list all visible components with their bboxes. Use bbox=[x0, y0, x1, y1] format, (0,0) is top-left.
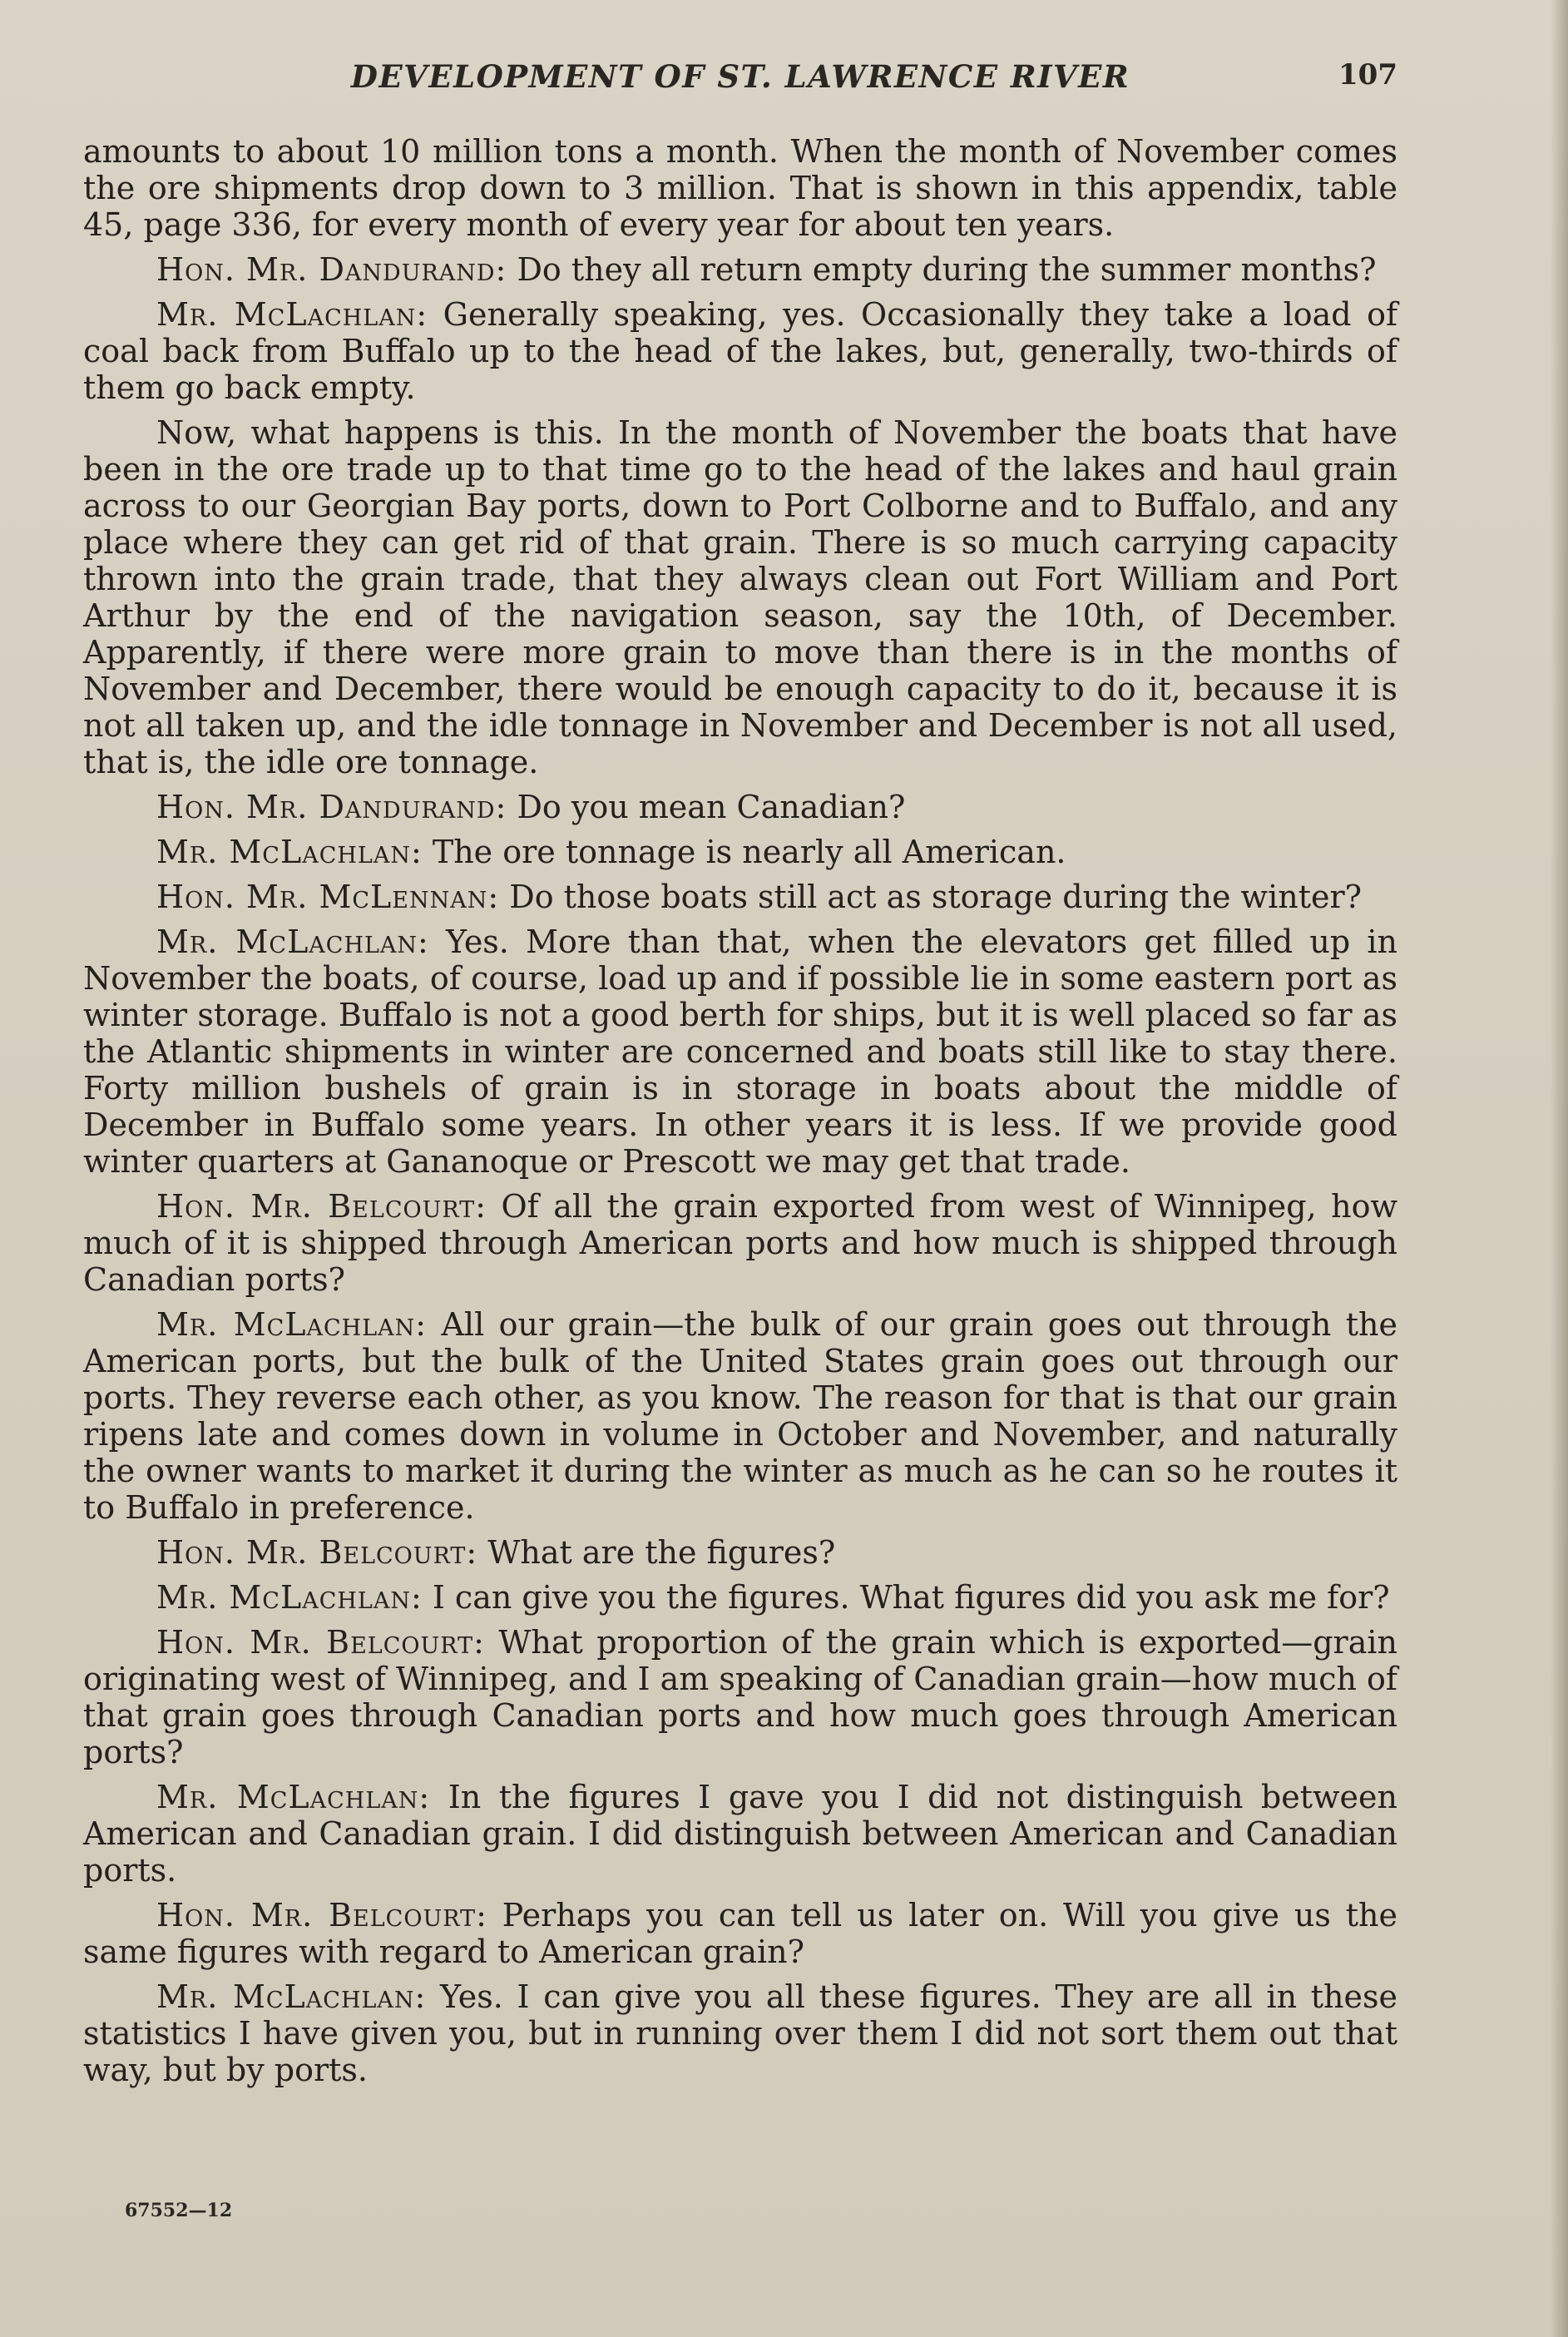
paragraph bbox=[83, 133, 1397, 243]
paragraph-text: Now, what happens is this. In the month of November the boats that have been in the ore trade up to that time go to the head of the lakes and haul grain across to our Georgian Bay ports, down to Port Colborne and to Buffalo, and any place where they can get rid of that grain. There is so much carrying capacity thrown into the grain trade, that they always clean out Fort William and Port Arthur by the end of the navigation season, say the 10th, of December. Apparently, if there were more grain to move than there is in the months of November and December, there would be enough capacity to do it, because it is not all taken up, and the idle tonnage in November and December is not all used, that is, the idle ore tonnage. bbox=[83, 414, 1397, 780]
paragraph-text: Yes. More than that, when the elevators get filled up in November the boats, of course, load up and if possible lie in some eastern port as winter storage. Buffalo is not a good berth for ships, but it is well placed so far as the Atlantic shipments in winter are concerned and boats still like to stay there. Forty million bushels of grain is in storage in boats about the middle of December in Buffalo some years. In other years it is less. If we provide good winter quarters at Gananoque or Prescott we may get that trade. bbox=[83, 923, 1397, 1180]
speaker-label: Hon. Mr. Dandurand: bbox=[156, 789, 507, 825]
paragraph bbox=[83, 1624, 1397, 1770]
speaker-label: Hon. Mr. Belcourt: bbox=[156, 1188, 487, 1225]
paragraph bbox=[83, 923, 1397, 1180]
paragraph bbox=[83, 834, 1397, 870]
paragraph bbox=[83, 1579, 1397, 1616]
page-header bbox=[83, 58, 1397, 108]
paragraph-text: In the figures I gave you I did not distinguish between American and Canadian grain. I did distinguish between American and Canadian ports. bbox=[83, 1779, 1397, 1889]
paragraph-text: Of all the grain exported from west of Winnipeg, how much of it is shipped through American ports and how much is shipped through Canadian ports? bbox=[83, 1188, 1397, 1298]
paragraph-text: What proportion of the grain which is exported—grain originating west of Winnipeg, and I am speaking of Canadian grain—how much of that grain goes through Canadian ports and how much goes through American ports? bbox=[83, 1624, 1397, 1770]
paragraph-text: Do you mean Canadian? bbox=[507, 789, 906, 825]
paragraph bbox=[83, 879, 1397, 915]
speaker-label: Hon. Mr. Dandurand: bbox=[156, 251, 507, 288]
paragraph-text: Do those boats still act as storage during the winter? bbox=[499, 879, 1363, 915]
speaker-label: Mr. McLachlan: bbox=[156, 923, 429, 960]
speaker-label: Hon. Mr. Belcourt: bbox=[156, 1897, 487, 1933]
body-text bbox=[83, 133, 1397, 2097]
speaker-label: Mr. McLachlan: bbox=[156, 1306, 428, 1343]
paragraph bbox=[83, 1534, 1397, 1571]
paragraph-text: What are the figures? bbox=[477, 1534, 836, 1571]
paragraph-text: All our grain—the bulk of our grain goes out through the American ports, but the bulk of the United States grain goes out through our ports. They reverse each other, as you know. The reason for that is that our grain ripens late and comes down in volume in October and November, and naturally the owner wants to market it during the winter as much as he can so he routes it to Buffalo in preference. bbox=[83, 1306, 1397, 1526]
paragraph-text: The ore tonnage is nearly all American. bbox=[422, 834, 1066, 870]
signature-mark: 67552—12 bbox=[125, 2200, 233, 2221]
speaker-label: Hon. Mr. Belcourt: bbox=[156, 1534, 478, 1571]
paragraph bbox=[83, 1779, 1397, 1889]
speaker-label: Hon. Mr. Belcourt: bbox=[156, 1624, 485, 1661]
paragraph bbox=[83, 1306, 1397, 1526]
running-head: DEVELOPMENT OF ST. LAWRENCE RIVER bbox=[350, 58, 1130, 95]
speaker-label: Mr. McLachlan: bbox=[156, 1579, 423, 1616]
paragraph bbox=[83, 251, 1397, 288]
paragraph-text: Yes. I can give you all these figures. They are all in these statistics I have given you, but in running over them I did not sort them out that way, but by ports. bbox=[83, 1978, 1398, 2088]
paragraph bbox=[83, 1188, 1397, 1298]
paragraph bbox=[83, 789, 1397, 825]
paragraph-text: Do they all return empty during the summer months? bbox=[507, 251, 1377, 288]
paragraph-text: Generally speaking, yes. Occasionally they take a load of coal back from Buffalo up to the head of the lakes, but, generally, two-thirds of them go back empty. bbox=[83, 296, 1398, 406]
paragraph bbox=[83, 296, 1397, 406]
paragraph bbox=[83, 1978, 1397, 2088]
paragraph-text: Perhaps you can tell us later on. Will you give us the same figures with regard to American grain? bbox=[83, 1897, 1397, 1970]
speaker-label: Mr. McLachlan: bbox=[156, 1779, 431, 1815]
paragraph-text: I can give you the figures. What figures did you ask me for? bbox=[422, 1579, 1390, 1616]
speaker-label: Hon. Mr. McLennan: bbox=[156, 879, 500, 915]
speaker-label: Mr. McLachlan: bbox=[156, 834, 423, 870]
speaker-label: Mr. McLachlan: bbox=[156, 296, 428, 333]
speaker-label: Mr. McLachlan: bbox=[156, 1978, 427, 2015]
paragraph bbox=[83, 1897, 1397, 1970]
page-gutter-shadow bbox=[1550, 0, 1568, 2337]
paragraph bbox=[83, 414, 1397, 780]
paragraph-text: amounts to about 10 million tons a month. When the month of November comes the ore shipments drop down to 3 million. That is shown in this appendix, table 45, page 336, for every month of every year for about ten years. bbox=[83, 133, 1397, 243]
page-number: 107 bbox=[1338, 58, 1397, 92]
